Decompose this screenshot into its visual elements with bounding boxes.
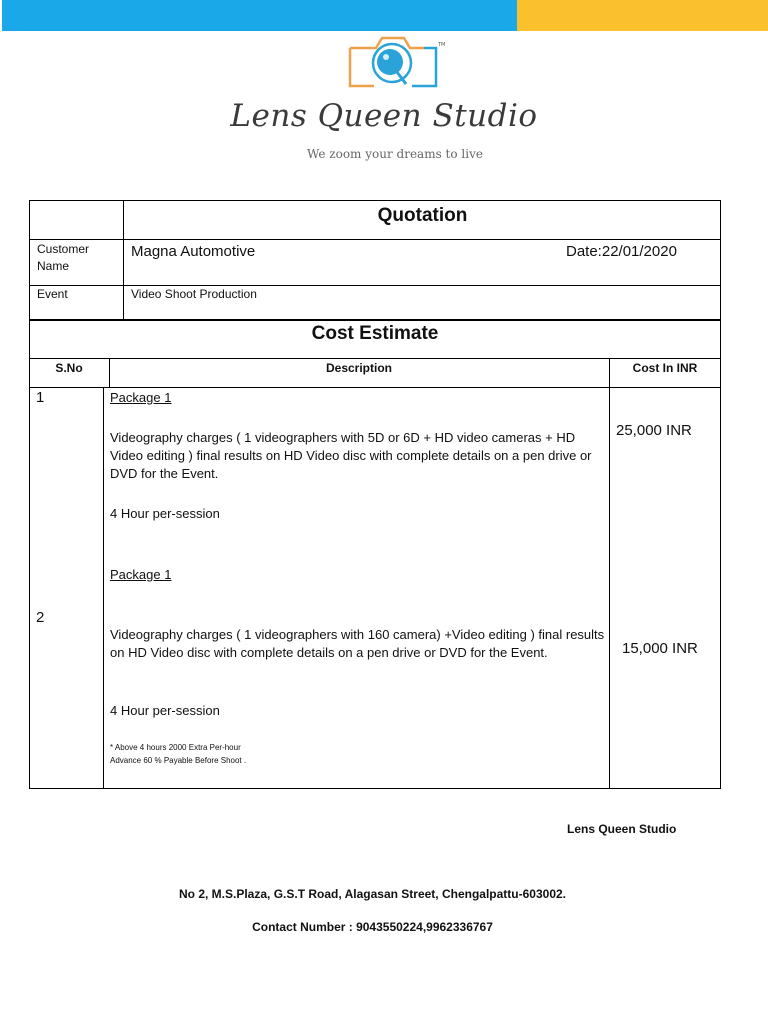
cost-estimate-title: Cost Estimate bbox=[311, 323, 439, 344]
header-bar-yellow bbox=[517, 0, 768, 31]
item-2-session: 4 Hour per-session bbox=[110, 703, 220, 718]
header-bar-blue bbox=[2, 0, 517, 31]
estimate-col-divider bbox=[103, 387, 104, 789]
item-2-sno: 2 bbox=[36, 609, 45, 626]
logo-trademark: TM bbox=[438, 42, 445, 48]
estimate-title-divider bbox=[29, 358, 721, 359]
estimate-header-divider bbox=[29, 387, 721, 388]
event-label: Event bbox=[37, 287, 68, 301]
column-header-cost: Cost In INR bbox=[632, 361, 698, 375]
column-header-description: Description bbox=[325, 361, 392, 375]
estimate-note: * Above 4 hours 2000 Extra Per-hour bbox=[110, 743, 241, 752]
item-1-session: 4 Hour per-session bbox=[110, 506, 220, 521]
item-1-description: Videography charges ( 1 videographers with 5D or 6D + HD video cameras + HD Video editing ) final results on HD Video disc with complete details on a pen drive or DVD for the Event. bbox=[110, 430, 592, 481]
contact-number: Contact Number : 9043550224,9962336767 bbox=[252, 920, 493, 934]
studio-address: No 2, M.S.Plaza, G.S.T Road, Alagasan Street, Chengalpattu-603002. bbox=[179, 887, 566, 901]
item-2-package: Package 1 bbox=[110, 567, 172, 582]
brand-name: Lens Queen Studio bbox=[230, 98, 538, 134]
quotation-date: Date:22/01/2020 bbox=[566, 243, 677, 260]
camera-logo-icon bbox=[340, 34, 445, 94]
customer-name-label: Customer Name bbox=[37, 242, 90, 273]
item-1-cost: 25,000 INR bbox=[616, 422, 692, 439]
item-1-sno: 1 bbox=[36, 389, 45, 406]
estimate-note: Advance 60 % Payable Before Shoot . bbox=[110, 756, 247, 765]
customer-name-value: Magna Automotive bbox=[131, 243, 256, 260]
estimate-col-divider bbox=[609, 358, 610, 789]
brand-tagline: We zoom your dreams to live bbox=[307, 147, 483, 161]
quotation-row-divider bbox=[29, 285, 721, 286]
signature-studio-name: Lens Queen Studio bbox=[567, 822, 677, 836]
column-header-sno: S.No bbox=[55, 361, 83, 375]
event-value: Video Shoot Production bbox=[131, 287, 257, 301]
item-2-cost: 15,000 INR bbox=[622, 640, 698, 657]
quotation-row-divider bbox=[29, 239, 721, 240]
item-1-package: Package 1 bbox=[110, 390, 172, 405]
quotation-title: Quotation bbox=[377, 205, 468, 226]
item-2-description: Videography charges ( 1 videographers with 160 camera) +Video editing ) final results on HD Video disc with complete details on a pen drive or DVD for the Event. bbox=[110, 627, 605, 660]
